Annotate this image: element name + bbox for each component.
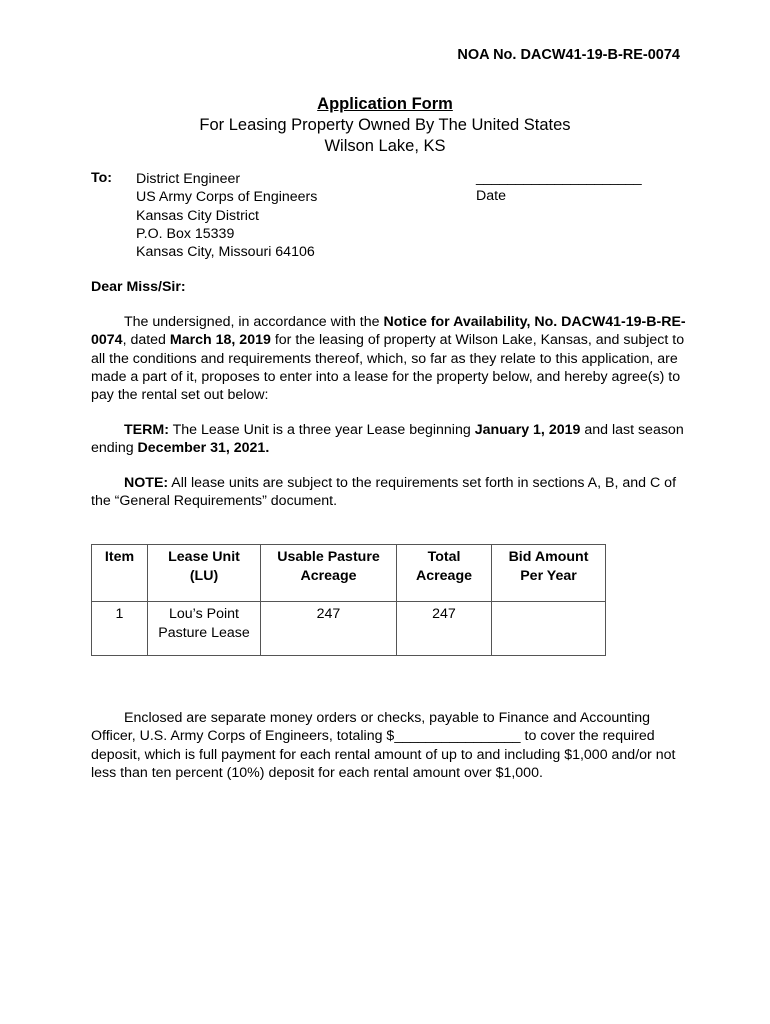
page-title: Application Form (317, 95, 453, 113)
lease-table (91, 544, 606, 656)
cell-total-acreage: 247 (397, 602, 492, 656)
text-run: for the leasing of property at Wilson Lake, Kansas, and subject to all the conditions and requirements thereof, which, so far as they relate to this application, are made a part of it, proposes to enter into a lease for the property below, and hereby agree(s) to pay the rental set out below: (91, 332, 685, 404)
text-run: Enclosed are separate money orders or checks, payable to Finance and Accounting Officer, U.S. Army Corps of Engineers, totaling $________________ to cover the required deposit, which is full payment for each rental amount of up to and including $1,000 and/or not less than ten percent (10%) deposit for each rental amount over $1,000. (91, 710, 676, 781)
address-block (136, 170, 317, 261)
address-line: P.O. Box 15339 (136, 225, 235, 242)
column-header-total-acreage: Total Acreage (397, 545, 492, 602)
bid-amount-field[interactable] (492, 602, 606, 656)
address-line: District Engineer (136, 171, 241, 187)
text-run: The undersigned, in accordance with the (124, 314, 384, 330)
text-run: , dated (122, 332, 170, 349)
address-line: Kansas City District (136, 207, 259, 224)
column-header-lease-unit: Lease Unit (LU) (148, 545, 261, 602)
table-row (92, 602, 606, 656)
noa-number: NOA No. DACW41-19-B-RE-0074 (457, 47, 680, 63)
term-label: TERM: (124, 422, 169, 438)
text-run: The Lease Unit is a three year Lease beginning (168, 422, 475, 438)
note-label: NOTE: (124, 475, 169, 491)
page-subtitle: For Leasing Property Owned By The United States (199, 116, 571, 134)
cell-item: 1 (92, 602, 148, 656)
text-run: and last season ending (91, 422, 684, 457)
enclosed-paragraph (91, 709, 691, 782)
intro-paragraph (91, 313, 691, 404)
address-line: US Army Corps of Engineers (136, 189, 318, 206)
cell-lease-unit: Lou’s Point Pasture Lease (148, 602, 261, 656)
table-header-row (92, 545, 606, 602)
salutation: Dear Miss/Sir: (91, 279, 186, 295)
page-location: Wilson Lake, KS (324, 137, 446, 155)
notice-date: March 18, 2019 (169, 332, 271, 349)
column-header-bid-amount: Bid Amount Per Year (492, 545, 606, 602)
date-label: Date (476, 188, 506, 204)
address-line: Kansas City, Missouri 64106 (136, 244, 315, 261)
term-paragraph (91, 421, 691, 458)
cell-usable-acreage: 247 (261, 602, 397, 656)
to-label: To: (91, 170, 113, 186)
title-block (0, 94, 770, 157)
column-header-usable-acreage: Usable Pasture Acreage (261, 545, 397, 602)
note-paragraph (91, 474, 691, 511)
text-run: All lease units are subject to the requirements set forth in sections A, B, and C of the “General Requirements” document. (91, 475, 677, 510)
term-start-date: January 1, 2019 (474, 422, 581, 438)
date-field[interactable]: _____________________ (476, 170, 642, 186)
notice-number: Notice for Availability, No. DACW41-19-B-RE-0074 (91, 314, 686, 349)
column-header-item: Item (92, 545, 148, 602)
term-end-date: December 31, 2021. (137, 440, 270, 457)
